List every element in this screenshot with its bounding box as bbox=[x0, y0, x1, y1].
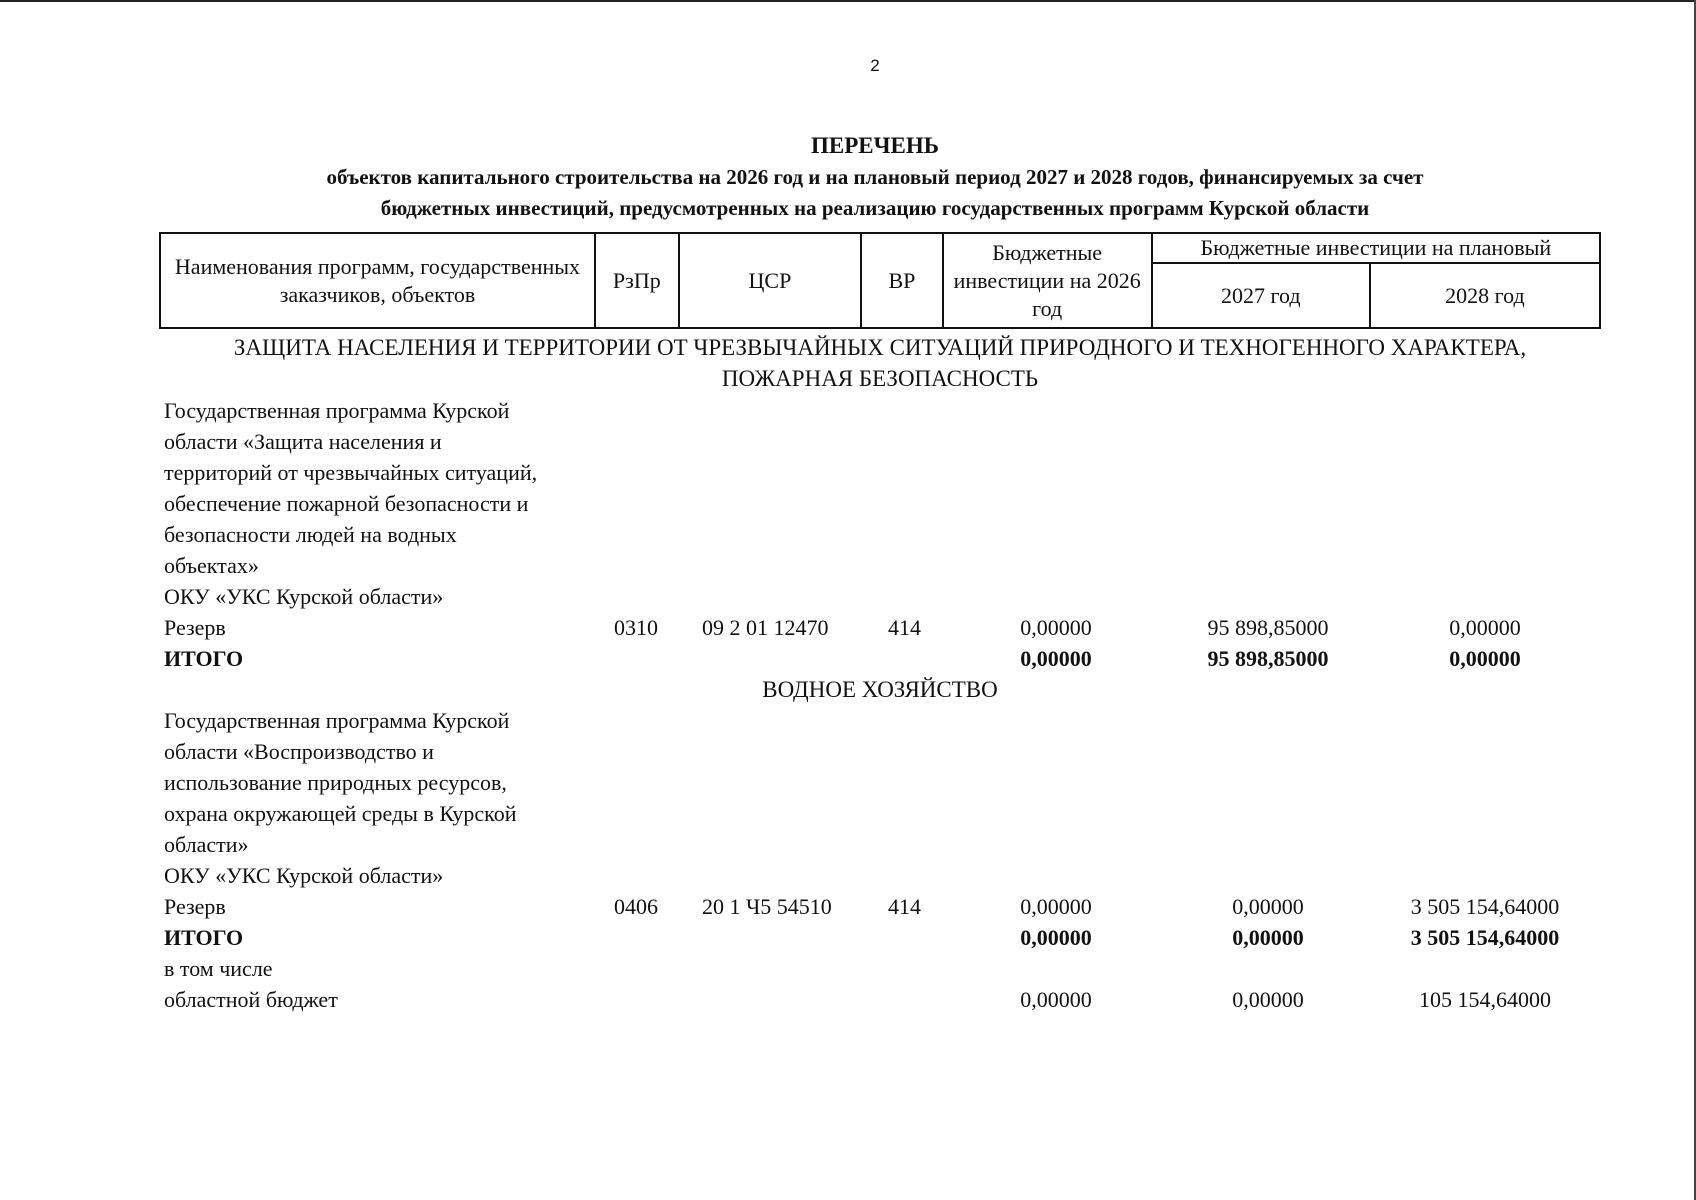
row-vr: 414 bbox=[888, 894, 921, 919]
row-value-2028: 0,00000 bbox=[1449, 615, 1521, 640]
header-name-column: Наименования программ, государственных заказчиков, объектов bbox=[160, 233, 595, 328]
row-rzpr: 0310 bbox=[614, 615, 658, 640]
regional-budget-label: областной бюджет bbox=[164, 987, 338, 1012]
row-value-2028: 3 505 154,64000 bbox=[1410, 894, 1560, 919]
program-name-line: Государственная программа Курской bbox=[164, 398, 510, 423]
regional-value-2028: 105 154,64000 bbox=[1419, 987, 1551, 1012]
program-name-line: использование природных ресурсов, bbox=[164, 770, 507, 795]
customer-name: ОКУ «УКС Курской области» bbox=[164, 584, 444, 609]
header-year-2027: 2027 год bbox=[1152, 263, 1370, 328]
row-name: Резерв bbox=[164, 894, 226, 919]
program-name-line: территорий от чрезвычайных ситуаций, bbox=[164, 460, 538, 485]
row-csr: 20 1 Ч5 54510 bbox=[702, 894, 832, 919]
header-year-2028: 2028 год bbox=[1370, 263, 1600, 328]
program-name-line: безопасности людей на водных bbox=[164, 522, 457, 547]
total-value-2027: 0,00000 bbox=[1232, 925, 1304, 950]
section-heading: ВОДНОЕ ХОЗЯЙСТВО bbox=[762, 677, 998, 702]
customer-name: ОКУ «УКС Курской области» bbox=[164, 863, 444, 888]
program-name-line: объектах» bbox=[164, 553, 259, 578]
including-label: в том числе bbox=[164, 956, 273, 981]
section-heading: ПОЖАРНАЯ БЕЗОПАСНОСТЬ bbox=[721, 366, 1039, 391]
row-vr: 414 bbox=[888, 615, 921, 640]
header-planned-period: Бюджетные инвестиции на плановый bbox=[1152, 233, 1600, 263]
row-value-2027: 95 898,85000 bbox=[1207, 615, 1329, 640]
header-budget-2026: Бюджетные инвестиции на 2026 год bbox=[943, 233, 1152, 328]
total-label: ИТОГО bbox=[164, 646, 244, 671]
scan-edge-top bbox=[0, 0, 1696, 2]
page-number: 2 bbox=[870, 56, 880, 75]
program-name-line: области «Воспроизводство и bbox=[164, 739, 434, 764]
row-csr: 09 2 01 12470 bbox=[702, 615, 829, 640]
row-value-2027: 0,00000 bbox=[1232, 894, 1304, 919]
header-csr: ЦСР bbox=[679, 233, 862, 328]
total-value-2027: 95 898,85000 bbox=[1207, 646, 1329, 671]
header-vr: ВР bbox=[861, 233, 942, 328]
table-header bbox=[159, 232, 1601, 329]
header-rzpr: РзПр bbox=[595, 233, 679, 328]
row-value-2026: 0,00000 bbox=[1020, 615, 1092, 640]
total-value-2026: 0,00000 bbox=[1020, 925, 1092, 950]
document-subtitle-line1: объектов капитального строительства на 2026 год и на плановый период 2027 и 2028 годов, финансируемых за счет bbox=[326, 165, 1424, 189]
total-value-2028: 3 505 154,64000 bbox=[1410, 925, 1560, 950]
row-rzpr: 0406 bbox=[614, 894, 658, 919]
program-name-line: области» bbox=[164, 832, 249, 857]
program-name-line: охрана окружающей среды в Курской bbox=[164, 801, 517, 826]
document-title: ПЕРЕЧЕНЬ bbox=[811, 133, 939, 158]
regional-value-2027: 0,00000 bbox=[1232, 987, 1304, 1012]
regional-value-2026: 0,00000 bbox=[1020, 987, 1092, 1012]
document-subtitle-line2: бюджетных инвестиций, предусмотренных на реализацию государственных программ Курской области bbox=[380, 196, 1370, 220]
total-value-2028: 0,00000 bbox=[1449, 646, 1521, 671]
row-name: Резерв bbox=[164, 615, 226, 640]
program-name-line: Государственная программа Курской bbox=[164, 708, 510, 733]
section-heading: ЗАЩИТА НАСЕЛЕНИЯ И ТЕРРИТОРИИ ОТ ЧРЕЗВЫЧАЙНЫХ СИТУАЦИЙ ПРИРОДНОГО И ТЕХНОГЕННОГО ХАРАКТЕРА, bbox=[233, 335, 1527, 360]
program-name-line: обеспечение пожарной безопасности и bbox=[164, 491, 529, 516]
program-name-line: области «Защита населения и bbox=[164, 429, 442, 454]
total-label: ИТОГО bbox=[164, 925, 244, 950]
total-value-2026: 0,00000 bbox=[1020, 646, 1092, 671]
row-value-2026: 0,00000 bbox=[1020, 894, 1092, 919]
